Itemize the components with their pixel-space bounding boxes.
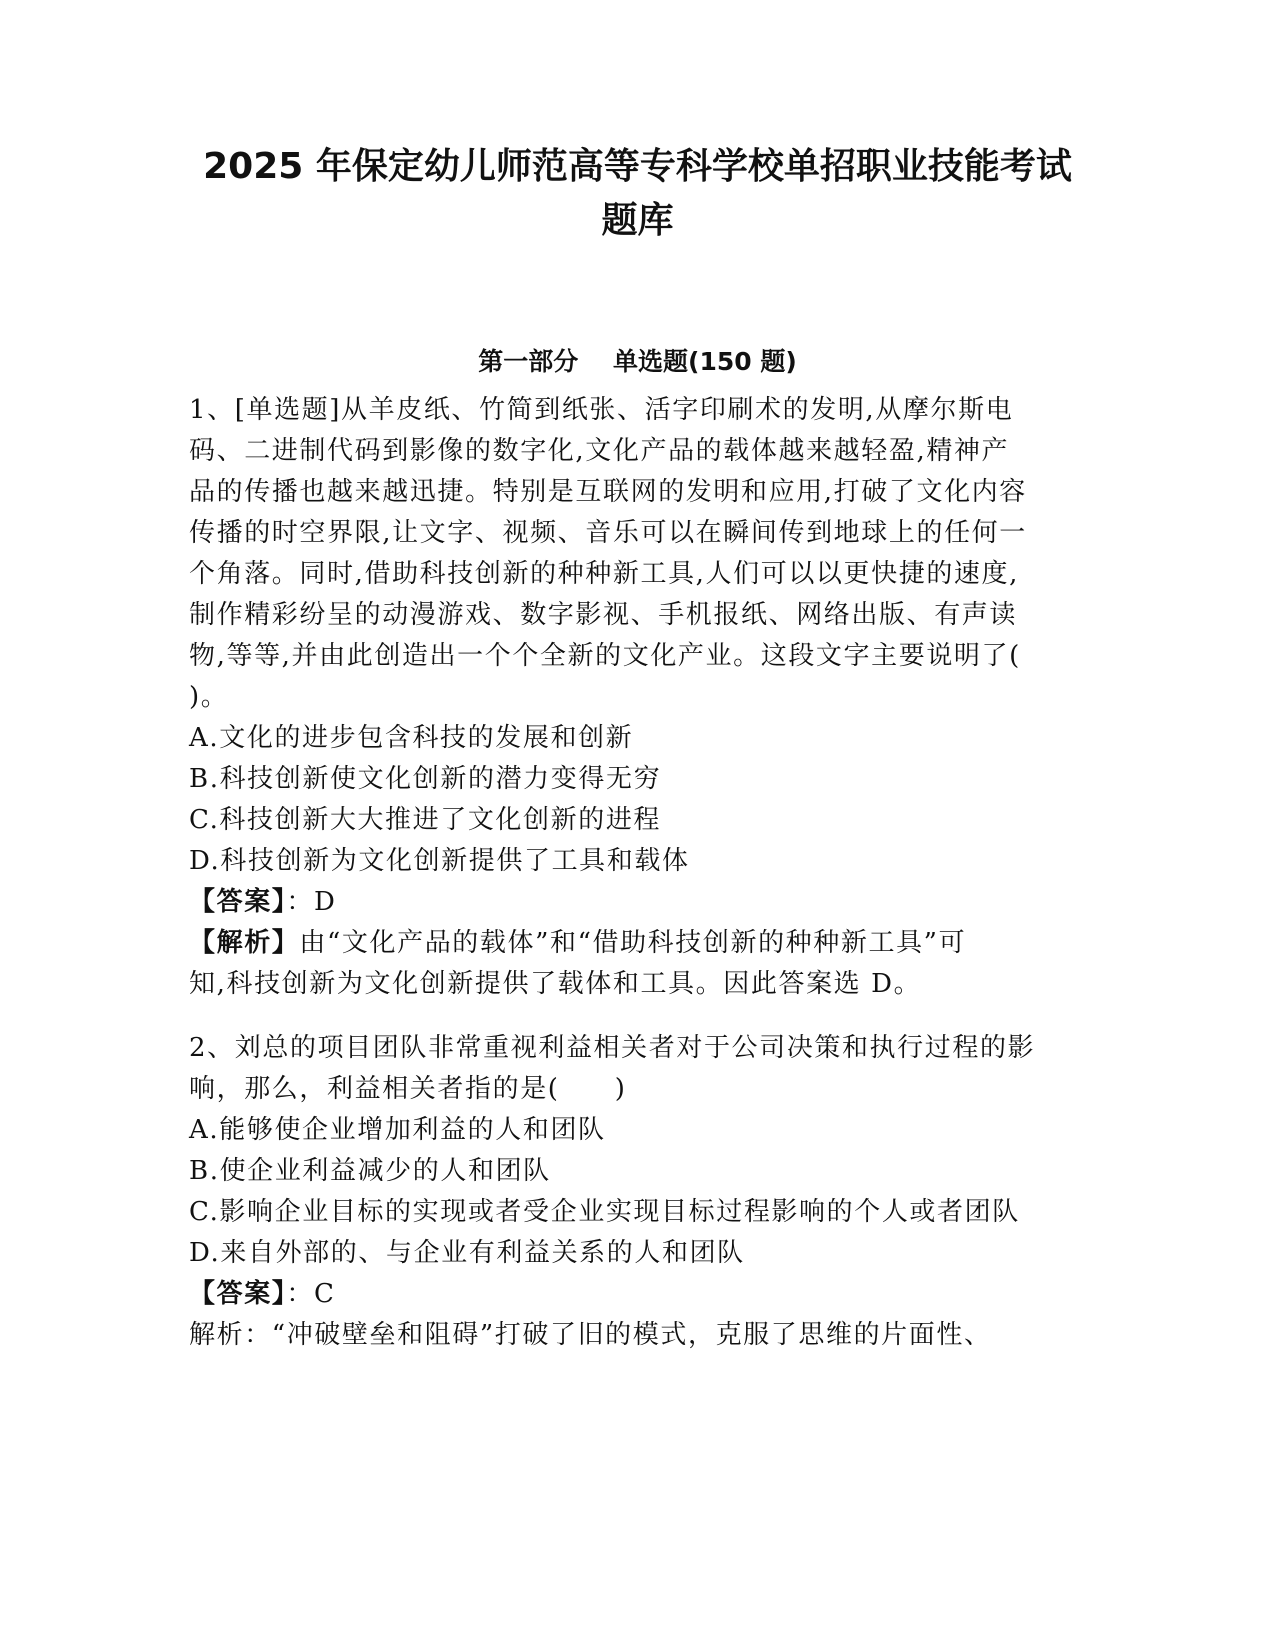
question-2-option-d: D.来自外部的、与企业有利益关系的人和团队 [189,1238,745,1268]
question-1-analysis-line [189,925,966,961]
question-2-stem-line: 2、刘总的项目团队非常重视利益相关者对于公司决策和执行过程的影 [189,1033,1036,1063]
question-1-stem-line: 码、二进制代码到影像的数字化,文化产品的载体越来越轻盈,精神产 [189,436,1010,466]
question-2-option-b: B.使企业利益减少的人和团队 [189,1156,551,1186]
document-title-line-1: 2025 年保定幼儿师范高等专科学校单招职业技能考试 [203,146,1072,187]
document-title-line-2: 题库 [601,200,674,241]
question-1-stem-line: 物,等等,并由此创造出一个个全新的文化产业。这段文字主要说明了( [189,641,1021,671]
answer-value: ：D [286,887,337,917]
question-1-analysis-line: 知,科技创新为文化创新提供了载体和工具。因此答案选 D。 [189,969,922,999]
question-1-answer [189,884,336,920]
question-2-answer [189,1276,336,1312]
analysis-text: 由“文化产品的载体”和“借助科技创新的种种新工具”可 [299,928,967,958]
answer-label: 【答案】 [189,887,287,917]
question-1-option-b: B.科技创新使文化创新的潜力变得无穷 [189,764,662,794]
answer-value: ：C [286,1279,336,1309]
question-1-option-d: D.科技创新为文化创新提供了工具和载体 [189,846,690,876]
question-1-stem-line: 1、[单选题]从羊皮纸、竹简到纸张、活字印刷术的发明,从摩尔斯电 [189,395,1014,425]
question-2-option-a: A.能够使企业增加利益的人和团队 [189,1115,606,1145]
section-heading: 第一部分 单选题(150 题) [478,347,797,376]
question-1-option-c: C.科技创新大大推进了文化创新的进程 [189,805,662,835]
question-1-stem-line: 制作精彩纷呈的动漫游戏、数字影视、手机报纸、网络出版、有声读 [189,600,1018,630]
answer-label: 【答案】 [189,1279,287,1309]
question-1-stem-line: 品的传播也越来越迅捷。特别是互联网的发明和应用,打破了文化内容 [189,477,1027,507]
question-1-stem-line: 个角落。同时,借助科技创新的种种新工具,人们可以以更快捷的速度, [189,559,1019,589]
question-2-stem-line: 响，那么，利益相关者指的是( ) [189,1074,627,1104]
question-1-stem-line: 传播的时空界限,让文字、视频、音乐可以在瞬间传到地球上的任何一 [189,518,1027,548]
question-1-option-a: A.文化的进步包含科技的发展和创新 [189,723,634,753]
analysis-label: 【解析】 [189,928,300,958]
question-2-option-c: C.影响企业目标的实现或者受企业实现目标过程影响的个人或者团队 [189,1197,1020,1227]
question-1-stem-line: )。 [189,682,229,712]
question-2-analysis-line: 解析：“冲破壁垒和阻碍”打破了旧的模式，克服了思维的片面性、 [189,1320,992,1350]
